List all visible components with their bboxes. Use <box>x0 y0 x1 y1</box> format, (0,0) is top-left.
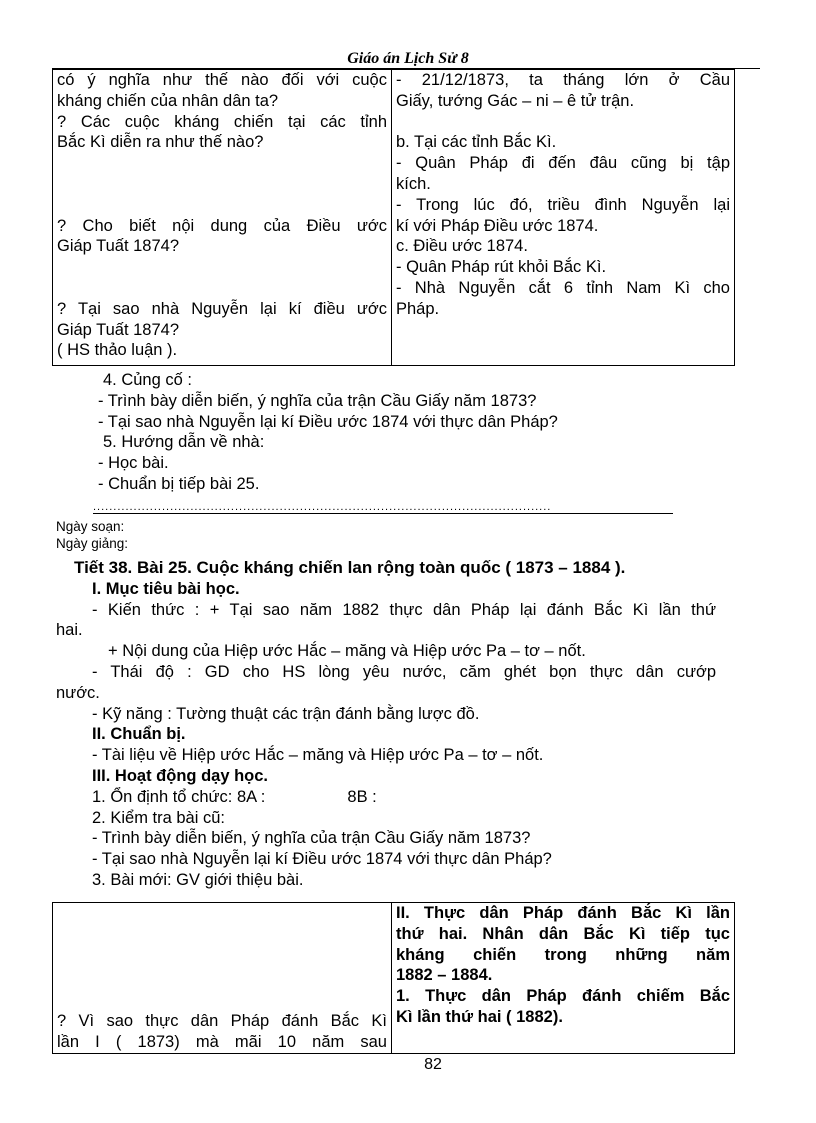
content-column <box>392 903 735 1054</box>
objective-knowledge-cont: hai. <box>56 621 83 640</box>
check-old-heading: 2. Kiểm tra bài cũ: <box>92 808 225 827</box>
review-item: - Tại sao nhà Nguyễn lại kí Điều ước 1874 với thực dân Pháp? <box>98 412 558 431</box>
question-line: ( HS thảo luận ). <box>57 341 178 360</box>
page-number: 82 <box>424 1056 442 1073</box>
content-column <box>392 70 735 366</box>
question-line: kháng chiến của nhân dân ta? <box>57 91 279 110</box>
question-line: Giáp Tuất 1874? <box>57 237 180 256</box>
lesson-dates <box>56 518 716 552</box>
question-line: lần I ( 1873) mà mãi 10 năm sau <box>57 1033 387 1052</box>
question-line: có ý nghĩa như thế nào đối với cuộc <box>57 71 387 89</box>
question-line: ? Cho biết nội dung của Điều ước <box>57 216 387 235</box>
section-heading-line: II. Thực dân Pháp đánh Bắc Kì lần <box>396 904 730 922</box>
content-line: b. Tại các tỉnh Bắc Kì. <box>396 133 557 152</box>
table-row <box>53 903 735 1054</box>
lesson-table-continued <box>52 69 735 366</box>
objective-skills: - Kỹ năng : Tường thuật các trận đánh bằng lược đồ. <box>92 704 480 723</box>
activities-heading: III. Hoạt động dạy học. <box>92 766 269 785</box>
section-heading-line: kháng chiến trong những năm <box>396 945 730 964</box>
content-line: - Trong lúc đó, triều đình Nguyễn lại <box>396 195 730 214</box>
new-lesson-line: 3. Bài mới: GV giới thiệu bài. <box>92 870 304 889</box>
lesson-body <box>56 558 716 891</box>
questions-column <box>53 70 392 366</box>
content-line: - Quân Pháp rút khỏi Bắc Kì. <box>396 258 607 277</box>
content-line: Giấy, tướng Gác – ni – ê tử trận. <box>396 91 635 110</box>
question-line: Giáp Tuất 1874? <box>57 320 180 339</box>
prep-heading: II. Chuẩn bị. <box>92 725 186 744</box>
lesson-table-new <box>52 902 735 1054</box>
content-line: - Nhà Nguyễn cắt 6 tỉnh Nam Kì cho <box>396 278 730 297</box>
organize-class-a: 1. Ổn định tổ chức: 8A : <box>92 787 266 806</box>
content-line: - 21/12/1873, ta tháng lớn ở Cầu <box>396 71 730 89</box>
subsection-heading-line: 1. Thực dân Pháp đánh chiếm Bắc <box>396 987 730 1006</box>
question-line: ? Tại sao nhà Nguyễn lại kí điều ước <box>57 299 387 318</box>
section-heading-line: thứ hai. Nhân dân Bắc Kì tiếp tục <box>396 924 730 943</box>
questions-column <box>53 903 392 1054</box>
question-line: ? Vì sao thực dân Pháp đánh Bắc Kì <box>57 1012 387 1031</box>
prep-item: - Tài liệu về Hiệp ước Hắc – măng và Hiệp ước Pa – tơ – nốt. <box>92 746 544 765</box>
objective-attitude-cont: nước. <box>56 683 100 702</box>
objectives-heading: I. Mục tiêu bài học. <box>92 579 240 598</box>
content-line: kí với Pháp Điều ước 1874. <box>396 216 599 235</box>
homework-item: - Chuẩn bị tiếp bài 25. <box>98 474 260 493</box>
organize-class-b: 8B : <box>347 787 377 806</box>
homework-heading: 5. Hướng dẫn về nhà: <box>103 433 265 452</box>
content-line: Pháp. <box>396 299 440 318</box>
content-line: c. Điều ước 1874. <box>396 237 528 256</box>
objective-knowledge-2: + Nội dung của Hiệp ước Hắc – măng và Hiệp ước Pa – tơ – nốt. <box>108 642 586 661</box>
organize-line <box>56 787 716 808</box>
review-item: - Trình bày diễn biến, ý nghĩa của trận Cầu Giấy năm 1873? <box>98 391 537 410</box>
lesson-title: Tiết 38. Bài 25. Cuộc kháng chiến lan rộng toàn quốc ( 1873 – 1884 ). <box>74 558 626 577</box>
date-prepared: Ngày soạn: <box>56 519 125 534</box>
content-line: - Quân Pháp đi đến đâu cũng bị tập <box>396 154 730 173</box>
review-section <box>98 370 758 495</box>
check-question: - Tại sao nhà Nguyễn lại kí Điều ước 1874 với thực dân Pháp? <box>92 850 552 869</box>
page-header-title: Giáo án Lịch Sử 8 <box>347 50 469 67</box>
question-line: Bắc Kì diễn ra như thế nào? <box>57 133 264 152</box>
check-question: - Trình bày diễn biến, ý nghĩa của trận Cầu Giấy năm 1873? <box>92 829 531 848</box>
homework-item: - Học bài. <box>98 454 169 473</box>
objective-attitude: - Thái độ : GD cho HS lòng yêu nước, căm ghét bọn thực dân cướp <box>92 662 716 681</box>
question-line: ? Các cuộc kháng chiến tại các tỉnh <box>57 112 387 131</box>
objective-knowledge: - Kiến thức : + Tại sao năm 1882 thực dân Pháp lại đánh Bắc Kì lần thứ <box>92 600 716 619</box>
content-line: kích. <box>396 174 431 193</box>
review-heading: 4. Củng cố : <box>103 371 192 389</box>
subsection-heading-line: Kì lần thứ hai ( 1882). <box>396 1007 563 1026</box>
section-heading-line: 1882 – 1884. <box>396 966 493 985</box>
section-separator: ................................................................................................................. <box>93 501 673 514</box>
date-taught: Ngày giảng: <box>56 536 129 551</box>
table-row <box>53 70 735 366</box>
